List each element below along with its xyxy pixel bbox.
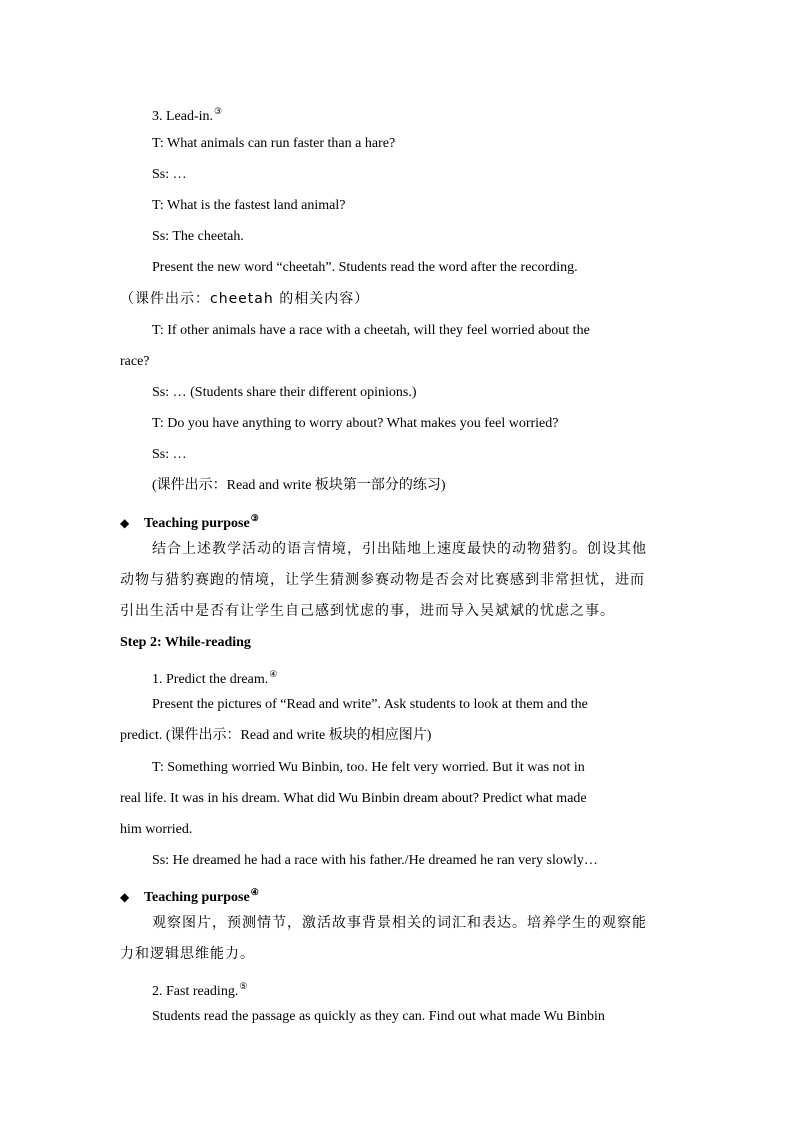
dialogue-line: Ss: He dreamed he had a race with his father./He dreamed he ran very slowly… [152, 853, 598, 868]
paragraph-line: Present the pictures of “Read and write”. Ask students to look at them and the [152, 697, 588, 712]
dialogue-line: T: What animals can run faster than a hare? [152, 136, 396, 151]
section-heading-predict [152, 665, 277, 689]
dialogue-line: Ss: … [152, 447, 187, 462]
dialogue-line: T: Do you have anything to worry about? What makes you feel worried? [152, 416, 559, 431]
chinese-paragraph-line: 引出生活中是否有让学生自己感到忧虑的事，进而导入吴斌斌的忧虑之事。 [120, 603, 615, 619]
paragraph-line: Students read the passage as quickly as they can. Find out what made Wu Binbin [152, 1009, 605, 1024]
chinese-paragraph-line: 结合上述教学活动的语言情境，引出陆地上速度最快的动物猎豹。创设其他 [152, 541, 647, 557]
heading-text: Teaching purpose [144, 890, 250, 905]
dialogue-line: Ss: The cheetah. [152, 229, 244, 244]
dialogue-line: him worried. [120, 822, 193, 837]
dialogue-line: Ss: … [152, 167, 187, 182]
dialogue-line: real life. It was in his dream. What did Wu Binbin dream about? Predict what made [120, 791, 587, 806]
footnote-marker: ③ [250, 513, 259, 523]
text: 1. Predict the dream. [152, 672, 269, 687]
dialogue-line: T: Something worried Wu Binbin, too. He felt very worried. But it was not in [152, 760, 585, 775]
chinese-paragraph-line: 动物与猎豹赛跑的情境，让学生猜测参赛动物是否会对比赛感到非常担忧，进而 [120, 572, 645, 588]
heading-text: Teaching purpose [144, 516, 250, 531]
teaching-purpose-heading [120, 883, 259, 907]
paragraph-line: Present the new word “cheetah”. Students read the word after the recording. [152, 260, 578, 275]
courseware-note: (课件出示：Read and write 板块第一部分的练习) [152, 478, 446, 493]
diamond-bullet-icon: ◆ [120, 516, 130, 530]
footnote-marker: ④ [269, 669, 278, 679]
diamond-bullet-icon: ◆ [120, 890, 130, 904]
teaching-purpose-heading [120, 509, 259, 533]
footnote-marker: ④ [250, 887, 259, 897]
dialogue-line: Ss: … (Students share their different opinions.) [152, 385, 417, 400]
section-heading-fast-reading [152, 977, 247, 1001]
chinese-paragraph-line: 观察图片，预测情节，激活故事背景相关的词汇和表达。培养学生的观察能 [152, 915, 647, 931]
dialogue-line: T: What is the fastest land animal? [152, 198, 346, 213]
courseware-note: （课件出示：cheetah 的相关内容） [120, 291, 370, 307]
text: 2. Fast reading. [152, 984, 239, 999]
paragraph-line: predict. (课件出示：Read and write 板块的相应图片) [120, 728, 432, 743]
footnote-marker: ③ [214, 106, 223, 116]
step-heading: Step 2: While-reading [120, 635, 251, 650]
dialogue-line: T: If other animals have a race with a cheetah, will they feel worried about the [152, 323, 590, 338]
footnote-marker: ⑤ [239, 981, 248, 991]
section-heading-lead-in [152, 102, 222, 126]
chinese-paragraph-line: 力和逻辑思维能力。 [120, 946, 255, 962]
text: 3. Lead-in. [152, 109, 214, 124]
dialogue-line: race? [120, 354, 150, 369]
